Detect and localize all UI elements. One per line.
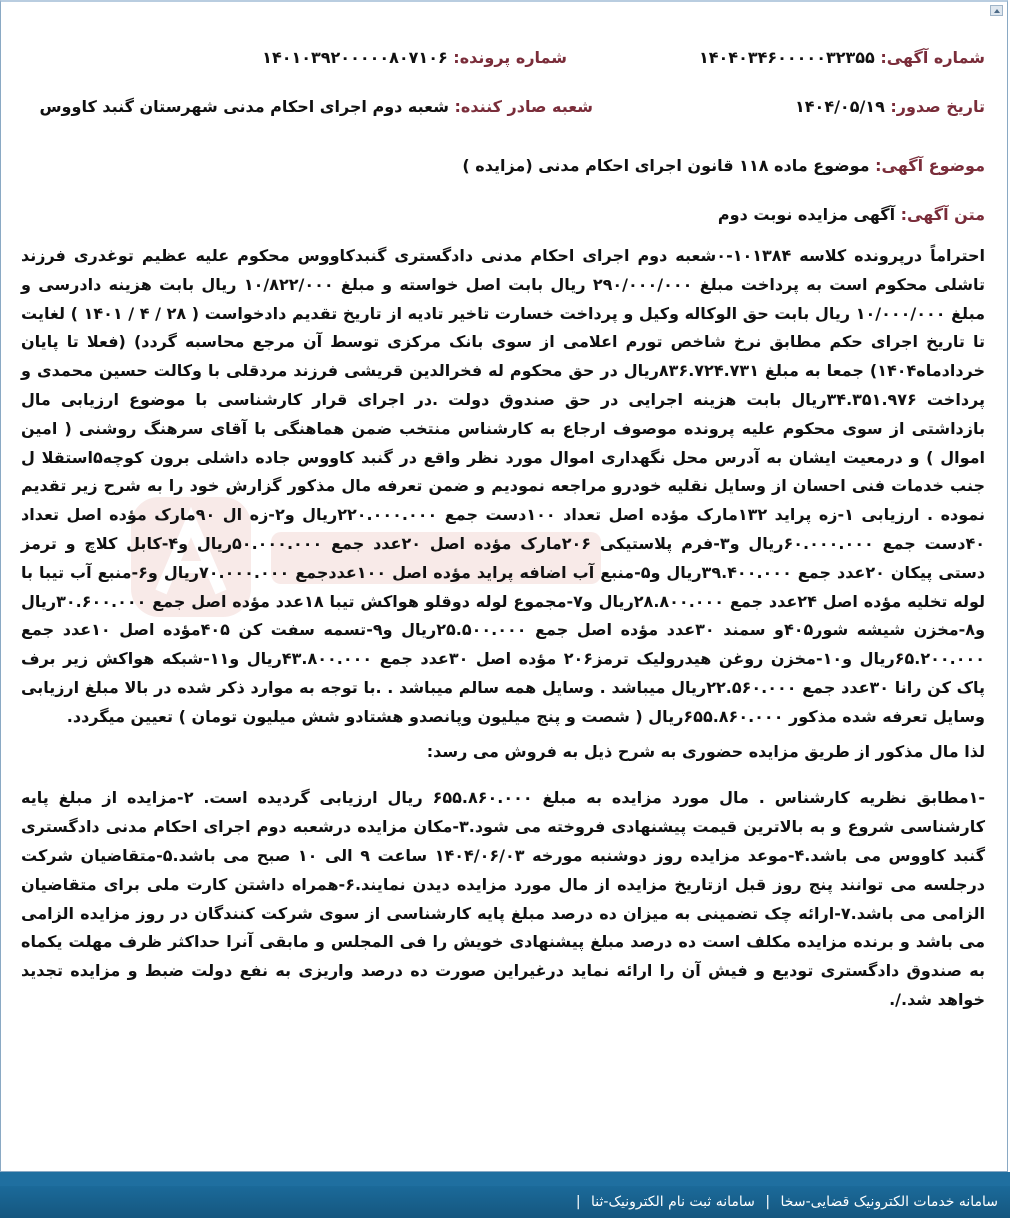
case-number-value: ۱۴۰۱۰۳۹۲۰۰۰۰۰۸۰۷۱۰۶: [262, 48, 448, 67]
issuing-branch-label: شعبه صادر کننده:: [454, 97, 593, 116]
notice-number: [699, 48, 985, 67]
notice-text-heading: [718, 205, 985, 224]
case-number: [262, 48, 567, 67]
text-label: متن آگهی:: [900, 205, 985, 224]
footer-separator: |: [765, 1194, 771, 1210]
body-paragraph-3: -۱مطابق نظریه کارشناس . مال مورد مزایده به مبلغ ۶۵۵.۸۶۰.۰۰۰ ریال ارزیابی گردیده است. ۲-مزایده از مبلغ پایه کارشناسی شروع و به بالاترین قیمت پیشنهادی فروخته می شود.۳-مکان مزایده درشعبه دوم اجرای احکام مدنی دادگستری گنبد کاووس می باشد.۴-موعد مزایده روز دوشنبه مورخه ۱۴۰۴/۰۶/۰۳ ساعت ۹ الی ۱۰ صبح می باشد.۵-متقاضیان شرکت درجلسه می توانند پنج روز قبل ازتاریخ مزایده از مال مورد مزایده دیدن نمایند.۶-همراه داشتن کارت ملی برای متقاضیان الزامی می باشد.۷-ارائه چک تضمینی به میزان ده درصد مبلغ پایه کارشناسی از سوی شرکت کنندگان در روز مزایده الزامی می باشد و برنده مزایده مکلف است ده درصد مبلغ پیشنهادی خویش را فی المجلس و مابقی آنرا حداکثر ظرف مهلت یکماه به صندوق دادگستری تودیع و فیش آن را ارائه نماید درغیراین صورت ده درصد واریزی به نفع دولت ضبط و مزایده تجدید خواهد شد./.: [21, 788, 986, 1009]
scroll-up-icon[interactable]: [990, 5, 1003, 16]
text-title: آگهی مزایده نوبت دوم: [717, 205, 896, 224]
notice-number-value: ۱۴۰۴۰۳۴۶۰۰۰۰۰۳۲۳۵۵: [699, 48, 875, 67]
case-number-label: شماره پرونده:: [453, 48, 567, 67]
body-paragraph-2: لذا مال مذکور از طریق مزایده حضوری به شرح ذیل به فروش می رسد:: [426, 741, 985, 761]
body-paragraph-1: احتراماً درپرونده کلاسه ۱۰۱۳۸۴-۰شعبه دوم اجرای احکام مدنی دادگستری گنبدکاووس محکوم علیه عظیم توغدری فرزند تاشلی محکوم است به پرداخت مبلغ ۲۹۰/۰۰۰/۰۰۰ ریال بابت اصل خواسته و مبلغ ۱۰/۸۲۲/۰۰۰ ریال بابت هزینه دادرسی و مبلغ ۱۰/۰۰۰/۰۰۰ ریال بابت حق الوکاله وکیل و پرداخت خسارت تاخیر تادیه از تاریخ تقدیم دادخواست ( ۲۸ / ۴ / ۱۴۰۱ ) لغایت تا تاریخ اجرای حکم مطابق نرخ شاخص تورم اعلامی از سوی بانک مرکزی توسط آن مرجع محاسبه گردد) (فعلا تا پایان خردادماه۱۴۰۴) جمعا به مبلغ ۸۳۶.۷۲۴.۷۳۱ریال در حق محکوم له فخرالدین قریشی فرزند مردقلی با وکالت حسین محمدی و پرداخت ۳۴.۳۵۱.۹۷۶ریال بابت هزینه اجرایی در حق صندوق دولت .در اجرای قرار کارشناسی با موضوع ارزیابی مال بازداشتی از سوی محکوم علیه پرونده موصوف ارجاع به کارشناس منتخب ضمن هماهنگی با آقای سرهنگ روشنی ( امین اموال ) و درمعیت ایشان به آدرس محل نگهداری اموال مورد نظر واقع در گنبد کاووس جاده داشلی برون کوچه۵استقلا ل جنب خدمات فنی احسان از وسایل نقلیه خودرو مراجعه نمودیم و ضمن تعرفه مال مذکور گزارش خود را به شرح زیر تقدیم نموده . ارزیابی ۱-زه پراید ۱۳۲مارک مؤده اصل تعداد ۱۰۰دست جمع ۲۲۰.۰۰۰.۰۰۰ریال و۲-زه ال ۹۰مارک مؤده اصل تعداد ۴۰دست جمع ۶۰.۰۰۰.۰۰۰ریال و۳-فرم پلاستیکی ۲۰۶مارک مؤده اصل ۲۰عدد جمع ۵۰.۰۰۰.۰۰۰ریال و۴-کابل کلاچ و ترمز دستی پیکان ۲۰عدد جمع ۳۹.۴۰۰.۰۰۰ریال و۵-منبع آب اضافه پراید مؤده اصل ۱۰۰عددجمع ۷۰.۰۰۰.۰۰۰ریال و۶-منبع آب تیبا با لوله تخلیه مؤده اصل ۲۴عدد جمع ۲۸.۸۰۰.۰۰۰ریال و۷-مجموع لوله دوقلو هواکش تیبا ۱۸عدد مؤده اصل جمع ۳۰.۶۰۰.۰۰۰ریال و۸-مخزن شیشه شور۴۰۵و سمند ۳۰عدد مؤده اصل جمع ۲۵.۵۰۰.۰۰۰ریال و۹-تسمه سفت کن ۴۰۵مؤده اصل ۱۰عدد جمع ۶۵.۲۰۰.۰۰۰ریال و۱۰-مخزن روغن هیدرولیک ترمز۲۰۶ مؤده اصل ۳۰عدد جمع ۴۳.۸۰۰.۰۰۰ریال و۱۱-شبکه هواکش زیر برف پاک کن رانا ۳۰عدد جمع ۲۲.۵۶۰.۰۰۰ریال میباشد . وسایل همه سالم میباشد . .با توجه به موارد ذکر شده در بالا مبلغ ارزیابی وسایل تعرفه شده مذکور ۶۵۵.۸۶۰.۰۰۰ریال ( شصت و پنج میلیون وپانصدو هشتادو شش میلیون تومان ) تعیین میگردد.: [21, 246, 986, 726]
issuing-branch-value: شعبه دوم اجرای احکام مدنی شهرستان گنبد کاووس: [39, 97, 449, 116]
issuing-branch: [39, 97, 593, 116]
notice-subject: [462, 156, 985, 175]
notice-number-label: شماره آگهی:: [880, 48, 985, 67]
footer-links: [0, 1186, 1010, 1218]
issue-date-label: تاریخ صدور:: [890, 97, 985, 116]
footer-link-sakha[interactable]: سامانه خدمات الکترونیک قضایی-سخا: [780, 1194, 998, 1210]
notice-body: [21, 242, 985, 1015]
issue-date-value: ۱۴۰۴/۰۵/۱۹: [795, 97, 885, 116]
footer-link-sana[interactable]: سامانه ثبت نام الکترونیک-ثنا: [591, 1194, 755, 1210]
subject-value: موضوع ماده ۱۱۸ قانون اجرای احکام مدنی (مزایده ): [462, 156, 870, 175]
issue-date: [795, 97, 985, 116]
subject-label: موضوع آگهی:: [875, 156, 985, 175]
footer-bar: [0, 1172, 1010, 1218]
footer-end-separator: |: [575, 1194, 581, 1210]
